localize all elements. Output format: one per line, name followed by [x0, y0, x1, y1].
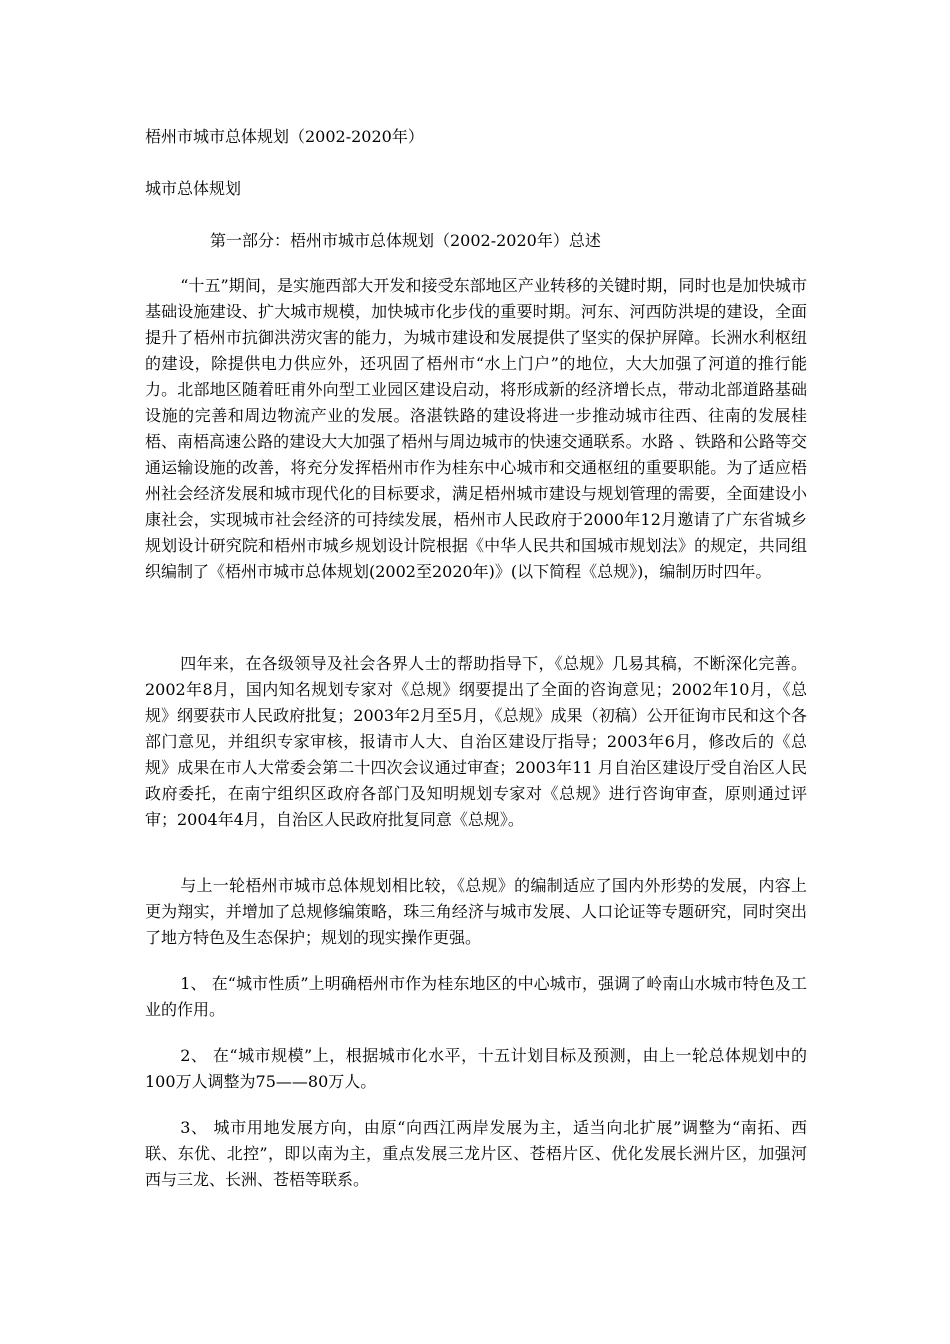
paragraph-history: 四年来，在各级领导及社会各界人士的帮助指导下，《总规》几易其稿，不断深化完善。2002年8月，国内知名规划专家对《总规》纲要提出了全面的咨询意见；2002年10月，《总规》纲要获市人民政府批复；2003年2月至5月，《总规》成果（初稿）公开征询市民和这个各部门意见，并组织专家审核，报请市人大、自治区建设厅指导；2003年6月，修改后的《总规》成果在市人大常委会第二十四次会议通过审查；2003年11 月自治区建设厅受自治区人民政府委托，在南宁组织区政府各部门及知明规划专家对《总规》进行咨询审查，原则通过评审；2004年4月，自治区人民政府批复同意《总规》。	[145, 654, 807, 829]
document-subtitle: 城市总体规划	[145, 179, 242, 198]
list-item-land-direction: 3、 城市用地发展方向，由原“向西江两岸发展为主，适当向北扩展”调整为“南拓、西联、东优、北控”，即以南为主，重点发展三龙片区、苍梧片区、优化发展长洲片区，加强河西与三龙、长洲、苍梧等联系。	[145, 1118, 807, 1189]
list-item-city-scale: 2、 在“城市规模”上，根据城市化水平，十五计划目标及预测，由上一轮总体规划中的100万人调整为75——80万人。	[145, 1046, 807, 1091]
document-title: 梧州市城市总体规划（2002-2020年）	[145, 127, 424, 146]
paragraph-overview: “十五”期间，是实施西部大开发和接受东部地区产业转移的关键时期，同时也是加快城市基础设施建设、扩大城市规模，加快城市化步伐的重要时期。河东、河西防洪堤的建设，全面提升了梧州市抗御洪涝灾害的能力，为城市建设和发展提供了坚实的保护屏障。长洲水利枢纽的建设，除提供电力供应外，还巩固了梧州市“水上门户”的地位，大大加强了河道的推行能力。北部地区随着旺甫外向型工业园区建设启动，将形成新的经济增长点，带动北部道路基础设施的完善和周边物流产业的发展。洛湛铁路的建设将进一步推动城市往西、往南的发展桂梧、南梧高速公路的建设大大加强了梧州与周边城市的快速交通联系。水路 、铁路和公路等交通运输设施的改善，将充分发挥梧州市作为桂东中心城市和交通枢纽的重要职能。为了适应梧州社会经济发展和城市现代化的目标要求，满足梧州城市建设与规划管理的需要，全面建设小康社会，实现城市社会经济的可持续发展，梧州市人民政府于2000年12月邀请了广东省城乡规划设计研究院和梧州市城乡规划设计院根据《中华人民共和国城市规划法》的规定，共同组织编制了《梧州市城市总体规划(2002至2020年)》(以下简程《总规》)，编制历时四年。	[145, 276, 807, 581]
section-heading: 第一部分：梧州市城市总体规划（2002-2020年）总述	[210, 231, 601, 250]
list-item-city-nature: 1、 在“城市性质”上明确梧州市作为桂东地区的中心城市，强调了岭南山水城市特色及工业的作用。	[145, 974, 807, 1019]
paragraph-comparison: 与上一轮梧州市城市总体规划相比较，《总规》的编制适应了国内外形势的发展，内容上更为翔实，并增加了总规修编策略，珠三角经济与城市发展、人口论证等专题研究，同时突出了地方特色及生态保护；规划的现实操作更强。	[145, 876, 807, 947]
